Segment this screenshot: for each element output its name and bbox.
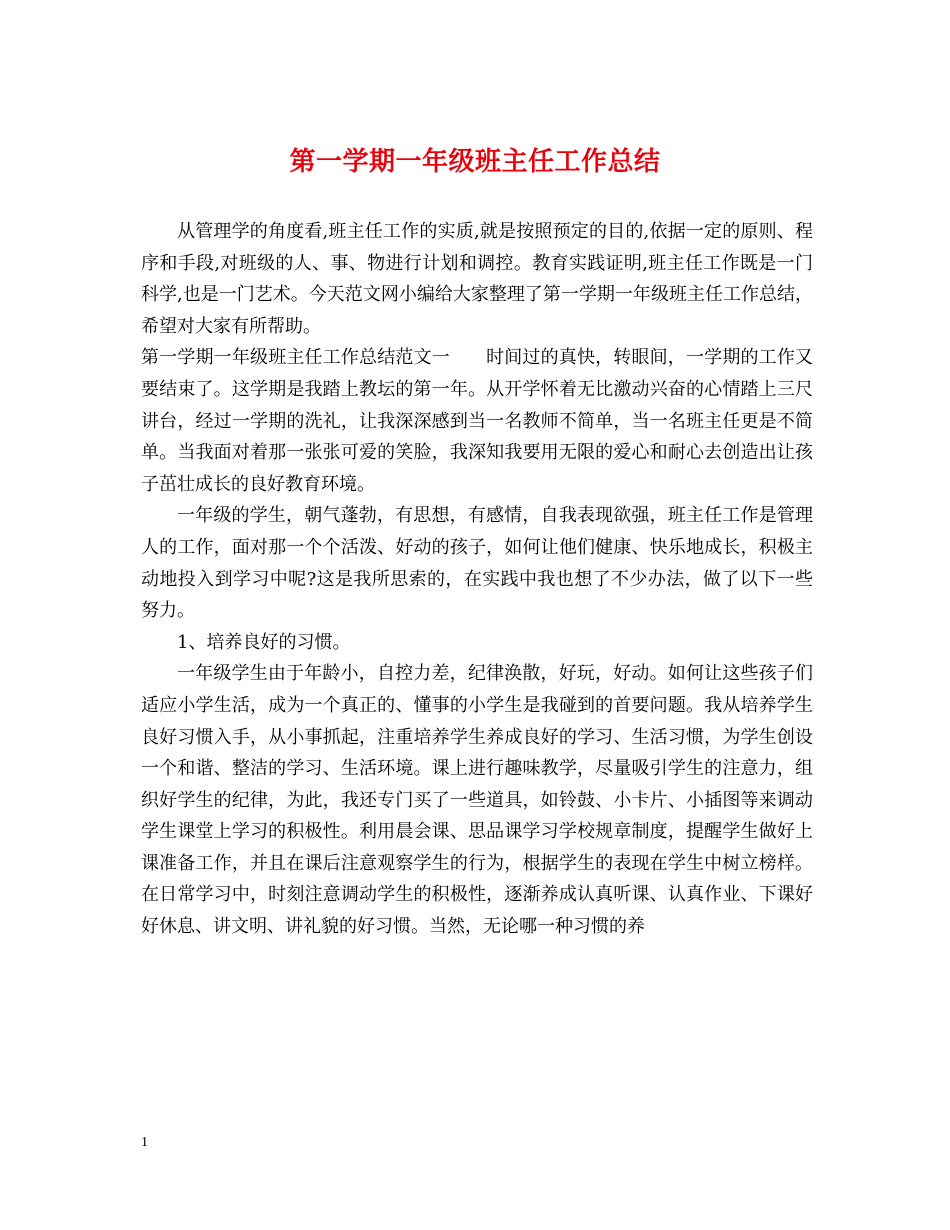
page-number: 1 [141,1135,148,1150]
section-1-heading: 1、培养良好的习惯。 [177,631,351,653]
intro-paragraph: 从管理学的角度看,班主任工作的实质,就是按照预定的目的,依据一定的原则、程序和手段,对班级的人、事、物进行计划和调控。教育实践证明,班主任工作既是一门科学,也是一门艺术。今天范文网小编给大家整理了第一学期一年级班主任工作总结，希望对大家有所帮助。 [141,221,813,337]
sample-opening: 时间过的真快，转眼间，一学期的工作又要结束了。这学期是我踏上教坛的第一年。从开学怀着无比激动兴奋的心情踏上三尺讲台，经过一学期的洗礼，让我深深感到当一名教师不简单，当一名班主任更是不简单。当我面对着那一张张可爱的笑脸，我深知我要用无限的爱心和耐心去创造出让孩子茁壮成长的良好教育环境。 [141,347,814,495]
paragraph-2: 一年级的学生，朝气蓬勃，有思想，有感情，自我表现欲强，班主任工作是管理人的工作，面对那一个个活泼、好动的孩子，如何让他们健康、快乐地成长，积极主动地投入到学习中呢?这是我所思索的，在实践中我也想了不少办法，做了以下一些努力。 [141,505,813,622]
paragraph-3: 一年级学生由于年龄小，自控力差，纪律涣散，好玩，好动。如何让这些孩子们适应小学生活，成为一个真正的、懂事的小学生是我碰到的首要问题。我从培养学生良好习惯入手，从小事抓起，注重培养学生养成良好的学习、生活习惯，为学生创设一个和谐、整洁的学习、生活环境。课上进行趣味教学，尽量吸引学生的注意力，组织好学生的纪律，为此，我还专门买了一些道具，如铃鼓、小卡片、小插图等来调动学生课堂上学习的积极性。利用晨会课、思品课学习学校规章制度，提醒学生做好上课准备工作，并且在课后注意观察学生的行为，根据学生的表现在学生中树立榜样。在日常学习中，时刻注意调动学生的积极性，逐渐养成认真听课、认真作业、下课好好休息、讲文明、讲礼貌的好习惯。当然，无论哪一种习惯的养 [141,663,813,938]
sample-heading: 第一学期一年级班主任工作总结范文一 [141,347,450,369]
sample-paragraph [141,342,813,500]
document-body [141,216,813,943]
document-title: 第一学期一年级班主任工作总结 [289,147,661,177]
